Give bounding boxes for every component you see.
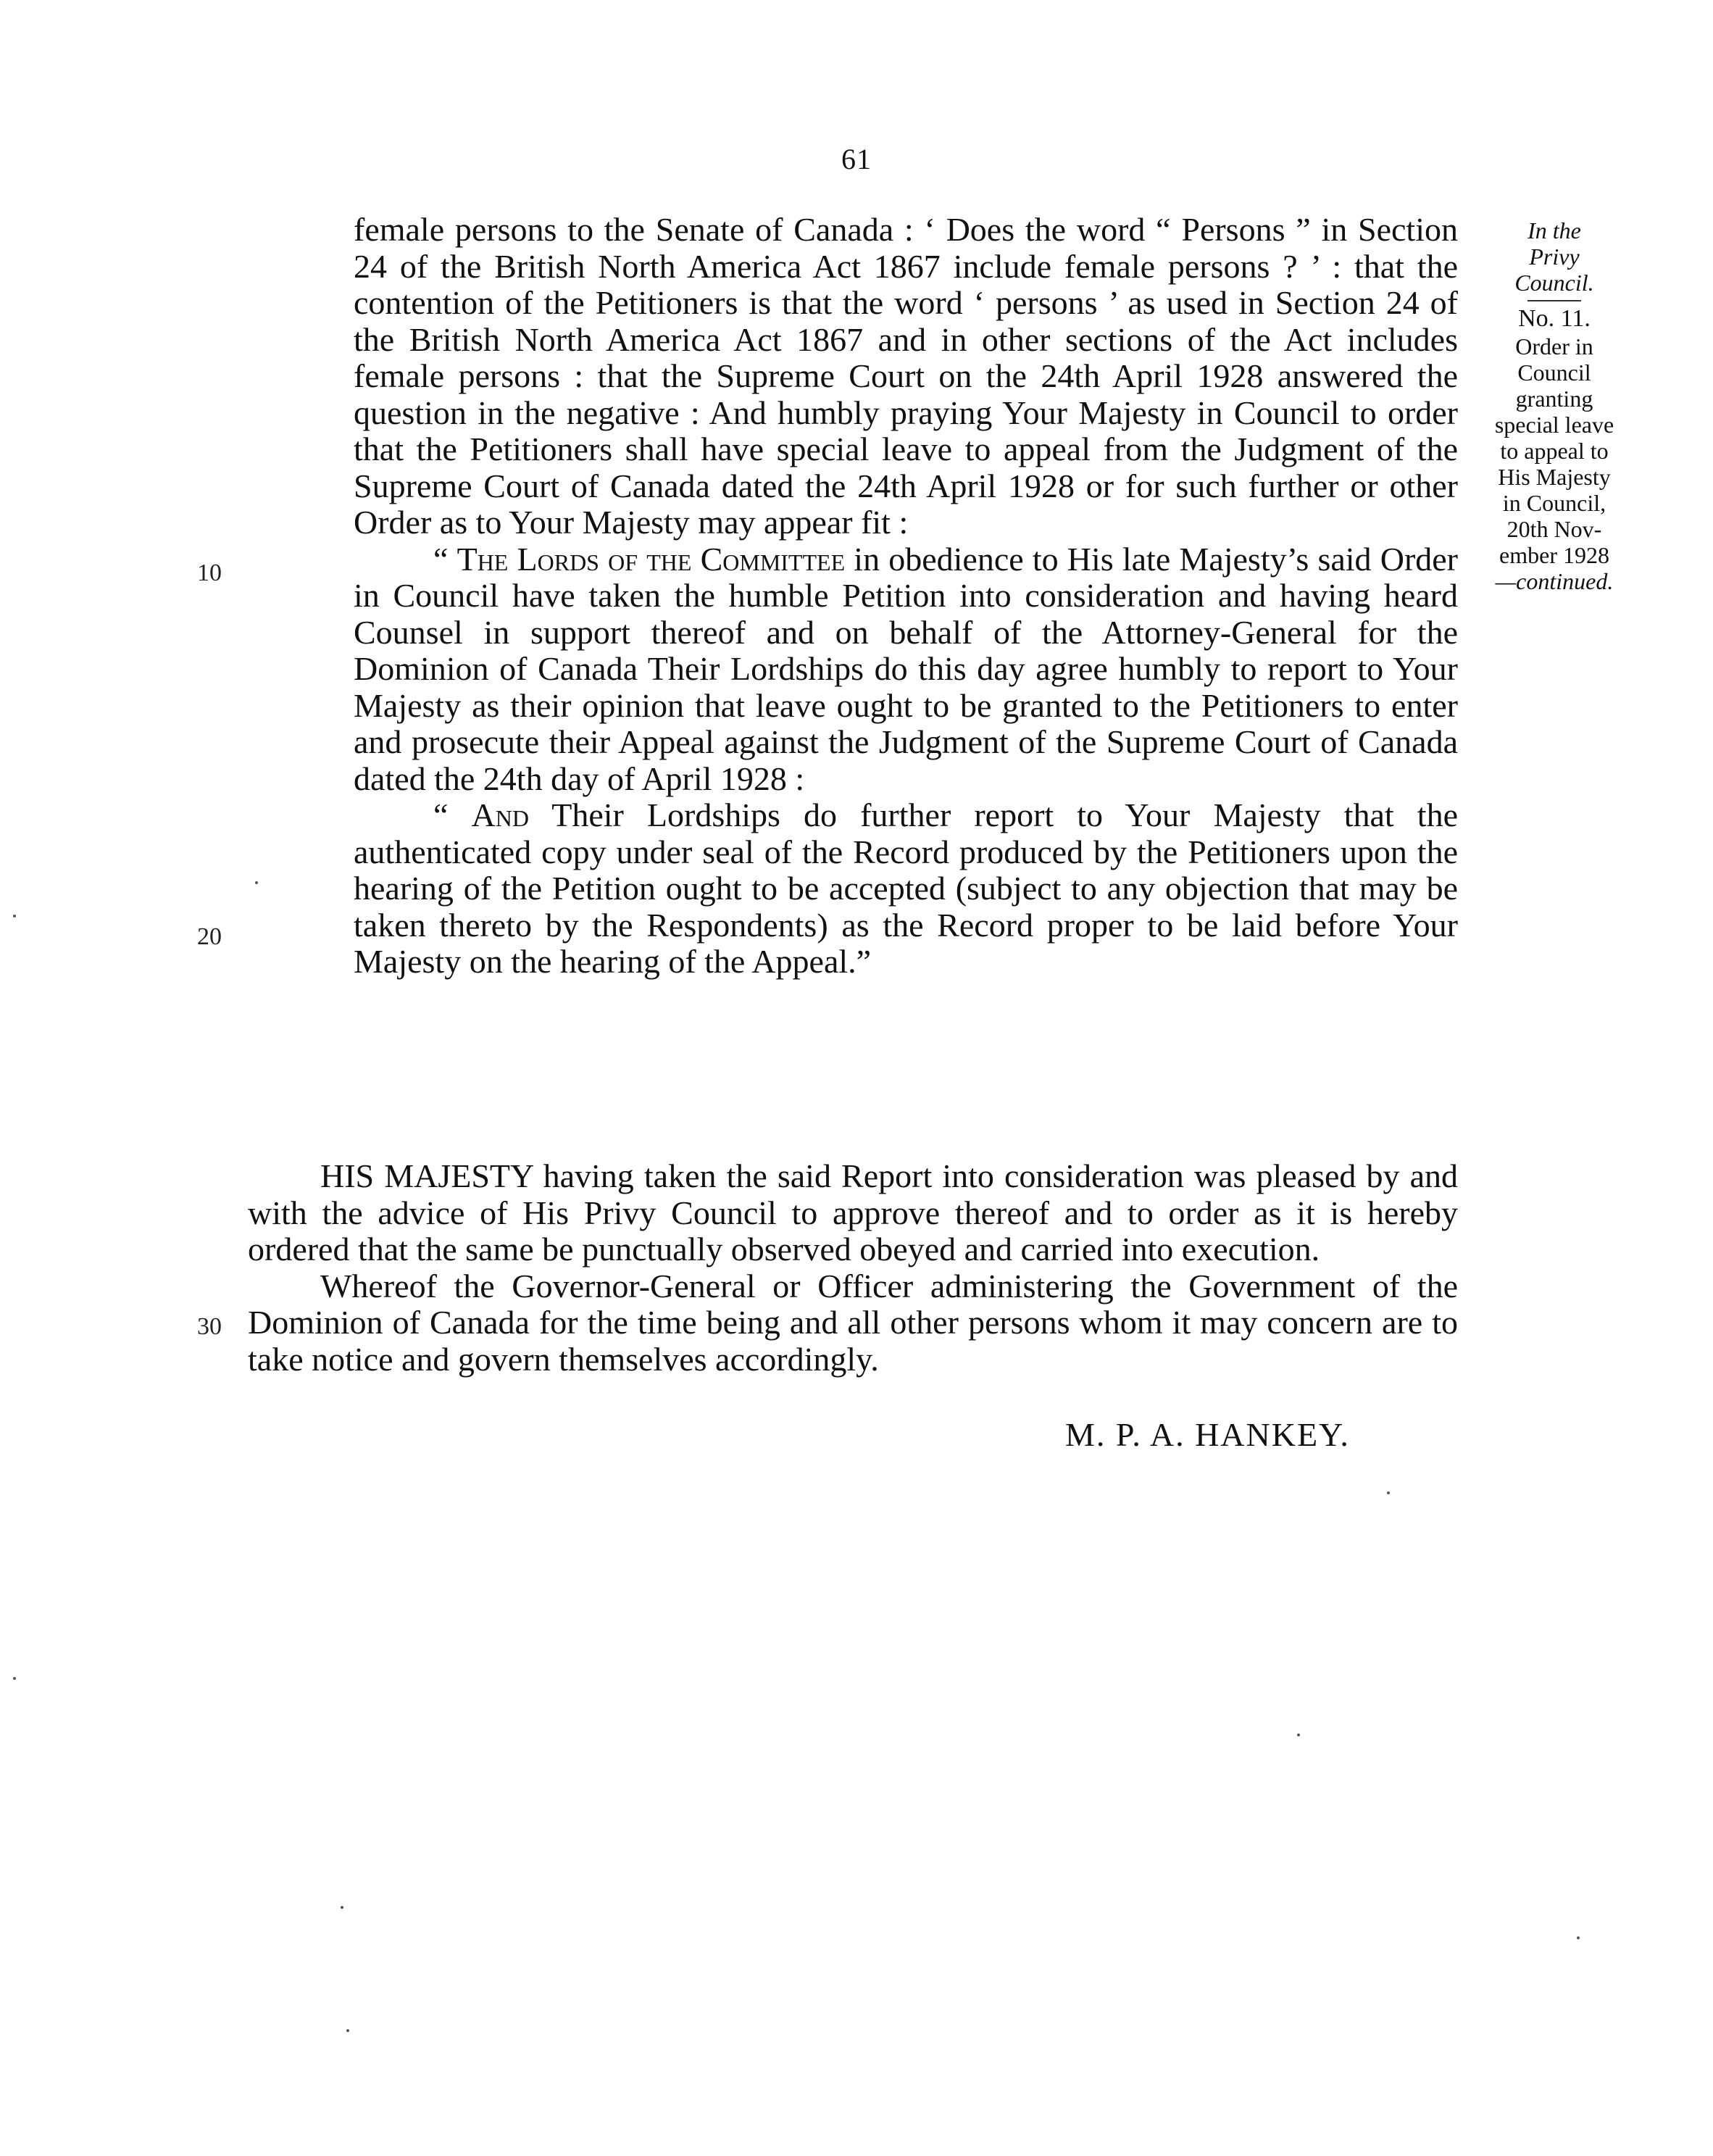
margin-note-line: to appeal to	[1500, 438, 1609, 464]
margin-note-line: granting	[1515, 386, 1593, 412]
margin-note-line: 20th Nov-	[1506, 516, 1602, 542]
margin-note-line: special leave	[1494, 412, 1614, 438]
margin-note-line: in Council,	[1502, 490, 1606, 516]
margin-divider	[1527, 300, 1581, 301]
document-number: No. 11.	[1518, 305, 1591, 332]
line-number-20: 20	[197, 923, 222, 950]
and-smallcaps: And	[471, 796, 529, 833]
signature: M. P. A. HANKEY.	[1065, 1416, 1350, 1453]
continued-note: —continued.	[1495, 568, 1614, 594]
lords-report-paragraph	[354, 541, 1458, 798]
open-quote: “	[433, 796, 472, 833]
petition-paragraph: female persons to the Senate of Canada : ‘ Does the word “ Persons ” in Section 24 of the British North America Act 1867 include female persons ? ’ : that the contention of the Petitioners is that the word ‘ persons ’ as used in Section 24 of the British North America Act 1867 and in other sections of the Act includes female persons : that the Supreme Court on the 24th April 1928 answered the question in the negative : And humbly praying Your Majesty in Council to order that the Petitioners shall have special leave to appeal from the Judgment of the Supreme Court of Canada dated the 24th April 1928 or for such further or other Order as to Your Majesty may appear fit :	[354, 211, 1458, 541]
scan-speck	[346, 2029, 349, 2032]
scan-speck	[13, 1677, 16, 1680]
his-majesty-paragraph: HIS MAJESTY having taken the said Report into consideration was pleased by and with the advice of His Privy Council to approve thereof and to order as it is hereby ordered that the same be punctually observed obeyed and carried into execution.	[248, 1157, 1458, 1268]
page-number: 61	[841, 143, 872, 175]
scan-speck	[255, 881, 258, 884]
order-conclusion	[248, 1158, 1458, 1378]
lords-of-committee: The Lords of the Committee	[457, 540, 846, 578]
scan-speck	[1297, 1733, 1300, 1736]
lords-report-text: in obedience to His late Majesty’s said Order in Council have taken the humble Petition into consideration and having heard Counsel in support thereof and on behalf of the Attorney-General for the Dominion of Canada Their Lordships do this day agree humbly to report to Your Majesty as their opinion that leave ought to be granted to the Petitioners to enter and prosecute their Appeal against the Judgment of the Supreme Court of Canada dated the 24th day of April 1928 :	[354, 540, 1458, 797]
scan-speck	[1577, 1936, 1580, 1939]
margin-note	[1471, 217, 1638, 594]
margin-heading-line: Council.	[1514, 270, 1594, 296]
margin-heading-line: Privy	[1529, 244, 1580, 270]
margin-heading-line: In the	[1527, 217, 1581, 244]
open-quote: “	[433, 540, 457, 578]
line-number-10: 10	[197, 559, 222, 586]
scan-speck	[13, 915, 16, 917]
scan-speck	[1387, 1491, 1390, 1494]
margin-note-line: Order in	[1515, 333, 1593, 359]
petition-recital	[354, 212, 1458, 981]
margin-note-line: His Majesty	[1498, 464, 1611, 490]
further-report-paragraph	[354, 797, 1458, 981]
line-number-30: 30	[197, 1313, 222, 1340]
further-report-text: Their Lordships do further report to Your Majesty that the authenticated copy under seal of the Record produced by the Petitioners upon the hearing of the Petition ought to be accepted (subject to any objection that may be taken thereto by the Respondents) as the Record proper to be laid before Your Majesty on the hearing of the Appeal.”	[354, 796, 1458, 980]
whereof-paragraph: Whereof the Governor-General or Officer administering the Government of the Dominion of Canada for the time being and all other persons whom it may concern are to take notice and govern themselves accordingly.	[248, 1267, 1458, 1378]
margin-note-line: Council	[1517, 359, 1591, 386]
margin-note-line: ember 1928	[1499, 542, 1609, 568]
scan-speck	[341, 1906, 343, 1909]
